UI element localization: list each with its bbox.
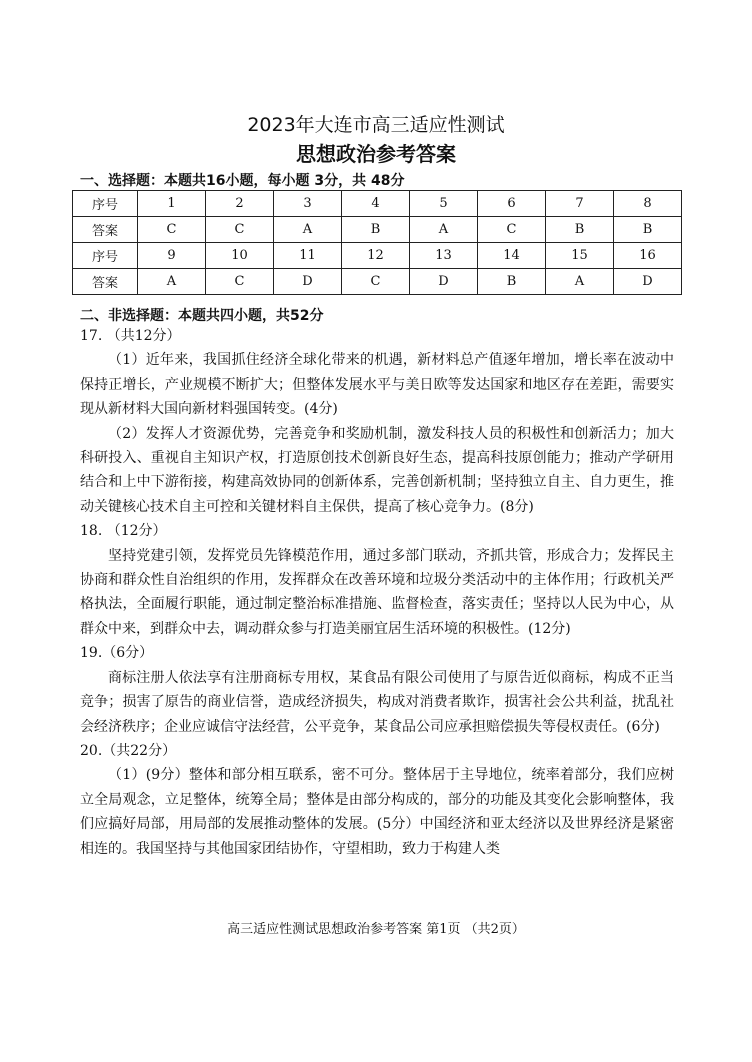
q19-answer: 商标注册人依法享有注册商标专用权，某食品有限公司使用了与原告近似商标，构成不正当竞争；损害了原告的商业信誉，造成经济损失，构成对消费者欺诈，损害社会公共利益，扰乱社会经济秩序；企业应诚信守法经营，公平竞争，某食品公司应承担赔偿损失等侵权责任。(6分) (80, 669, 674, 735)
row-label: 答案 (73, 269, 138, 295)
table-row (73, 191, 682, 217)
answer-cell: C (206, 269, 274, 295)
q18-answer: 坚持党建引领，发挥党员先锋模范作用，通过多部门联动，齐抓共管，形成合力；发挥民主协商和群众性自治组织的作用，发挥群众在改善环境和垃圾分类活动中的主体作用；行政机关严格执法，全面履行职能，通过制定整治标准措施、监督检查，落实责任；坚持以人民为中心，从群众中来，到群众中去，调动群众参与打造美丽宜居生活环境的积极性。(12分) (80, 547, 674, 637)
answer-cell: B (546, 217, 614, 243)
answer-cell: B (614, 217, 682, 243)
question-number-cell: 13 (410, 243, 478, 269)
question-number-cell: 15 (546, 243, 614, 269)
question-number-cell: 16 (614, 243, 682, 269)
answer-cell: D (614, 269, 682, 295)
answer-cell: C (206, 217, 274, 243)
q18-heading: 18. （12分） (80, 523, 167, 540)
section-multiple-choice-heading: 一、选择题：本题共16小题，每小题 3分，共 48分 (80, 173, 405, 189)
exam-title: 2023年大连市高三适应性测试 (247, 114, 505, 136)
question-number-cell: 9 (138, 243, 206, 269)
answer-cell: A (138, 269, 206, 295)
q20-part1-answer: （1）(9分）整体和部分相互联系，密不可分。整体居于主导地位，统率着部分，我们应树立全局观念，立足整体，统筹全局；整体是由部分构成的，部分的功能及其变化会影响整体，我们应搞好局部，用局部的发展推动整体的发展。(5分）中国经济和亚太经济以及世界经济是紧密相连的。我国坚持与其他国家团结协作，守望相助，致力于构建人类 (80, 767, 674, 857)
question-number-cell: 12 (342, 243, 410, 269)
row-label: 答案 (73, 217, 138, 243)
section-open-questions-heading: 二、非选择题：本题共四小题，共52分 (80, 308, 324, 324)
answer-cell: D (274, 269, 342, 295)
q19-heading: 19.（6分） (80, 645, 154, 662)
answer-cell: C (478, 217, 546, 243)
table-row (73, 217, 682, 243)
q17-heading: 17. （共12分） (80, 328, 181, 344)
q17-part2-answer: （2）发挥人才资源优势，完善竞争和奖励机制，激发科技人员的积极性和创新活力；加大科研投入、重视自主知识产权，打造原创技术创新良好生态，提高科技原创能力；推动产学研用结合和上中下游衔接，构建高效协同的创新体系，完善创新机制；坚持独立自主、自力更生，推动关键核心技术自主可控和关键材料自主保供，提高了核心竞争力。(8分) (80, 425, 674, 515)
question-number-cell: 14 (478, 243, 546, 269)
question-number-cell: 4 (342, 191, 410, 217)
question-number-cell: 2 (206, 191, 274, 217)
answer-cell: A (546, 269, 614, 295)
q17-part1-answer: （1）近年来，我国抓住经济全球化带来的机遇，新材料总产值逐年增加，增长率在波动中保持正增长，产业规模不断扩大；但整体发展水平与美日欧等发达国家和地区存在差距，需要实现从新材料大国向新材料强国转变。(4分) (80, 352, 674, 418)
answer-cell: C (342, 269, 410, 295)
question-number-cell: 3 (274, 191, 342, 217)
row-label: 序号 (73, 191, 138, 217)
answer-cell: B (478, 269, 546, 295)
question-number-cell: 5 (410, 191, 478, 217)
answer-cell: A (274, 217, 342, 243)
row-label: 序号 (73, 243, 138, 269)
table-row (73, 269, 682, 295)
question-number-cell: 6 (478, 191, 546, 217)
q20-heading: 20.（共22分） (80, 742, 177, 759)
table-row (73, 243, 682, 269)
answers-body (80, 324, 674, 861)
question-number-cell: 8 (614, 191, 682, 217)
answer-cell: B (342, 217, 410, 243)
answer-cell: C (138, 217, 206, 243)
question-number-cell: 7 (546, 191, 614, 217)
answer-table (72, 190, 682, 295)
page-footer: 高三适应性测试思想政治参考答案 第1页 （共2页） (227, 922, 525, 937)
question-number-cell: 1 (138, 191, 206, 217)
question-number-cell: 11 (274, 243, 342, 269)
answer-cell: D (410, 269, 478, 295)
answer-cell: A (410, 217, 478, 243)
question-number-cell: 10 (206, 243, 274, 269)
answer-key-title: 思想政治参考答案 (296, 142, 456, 166)
